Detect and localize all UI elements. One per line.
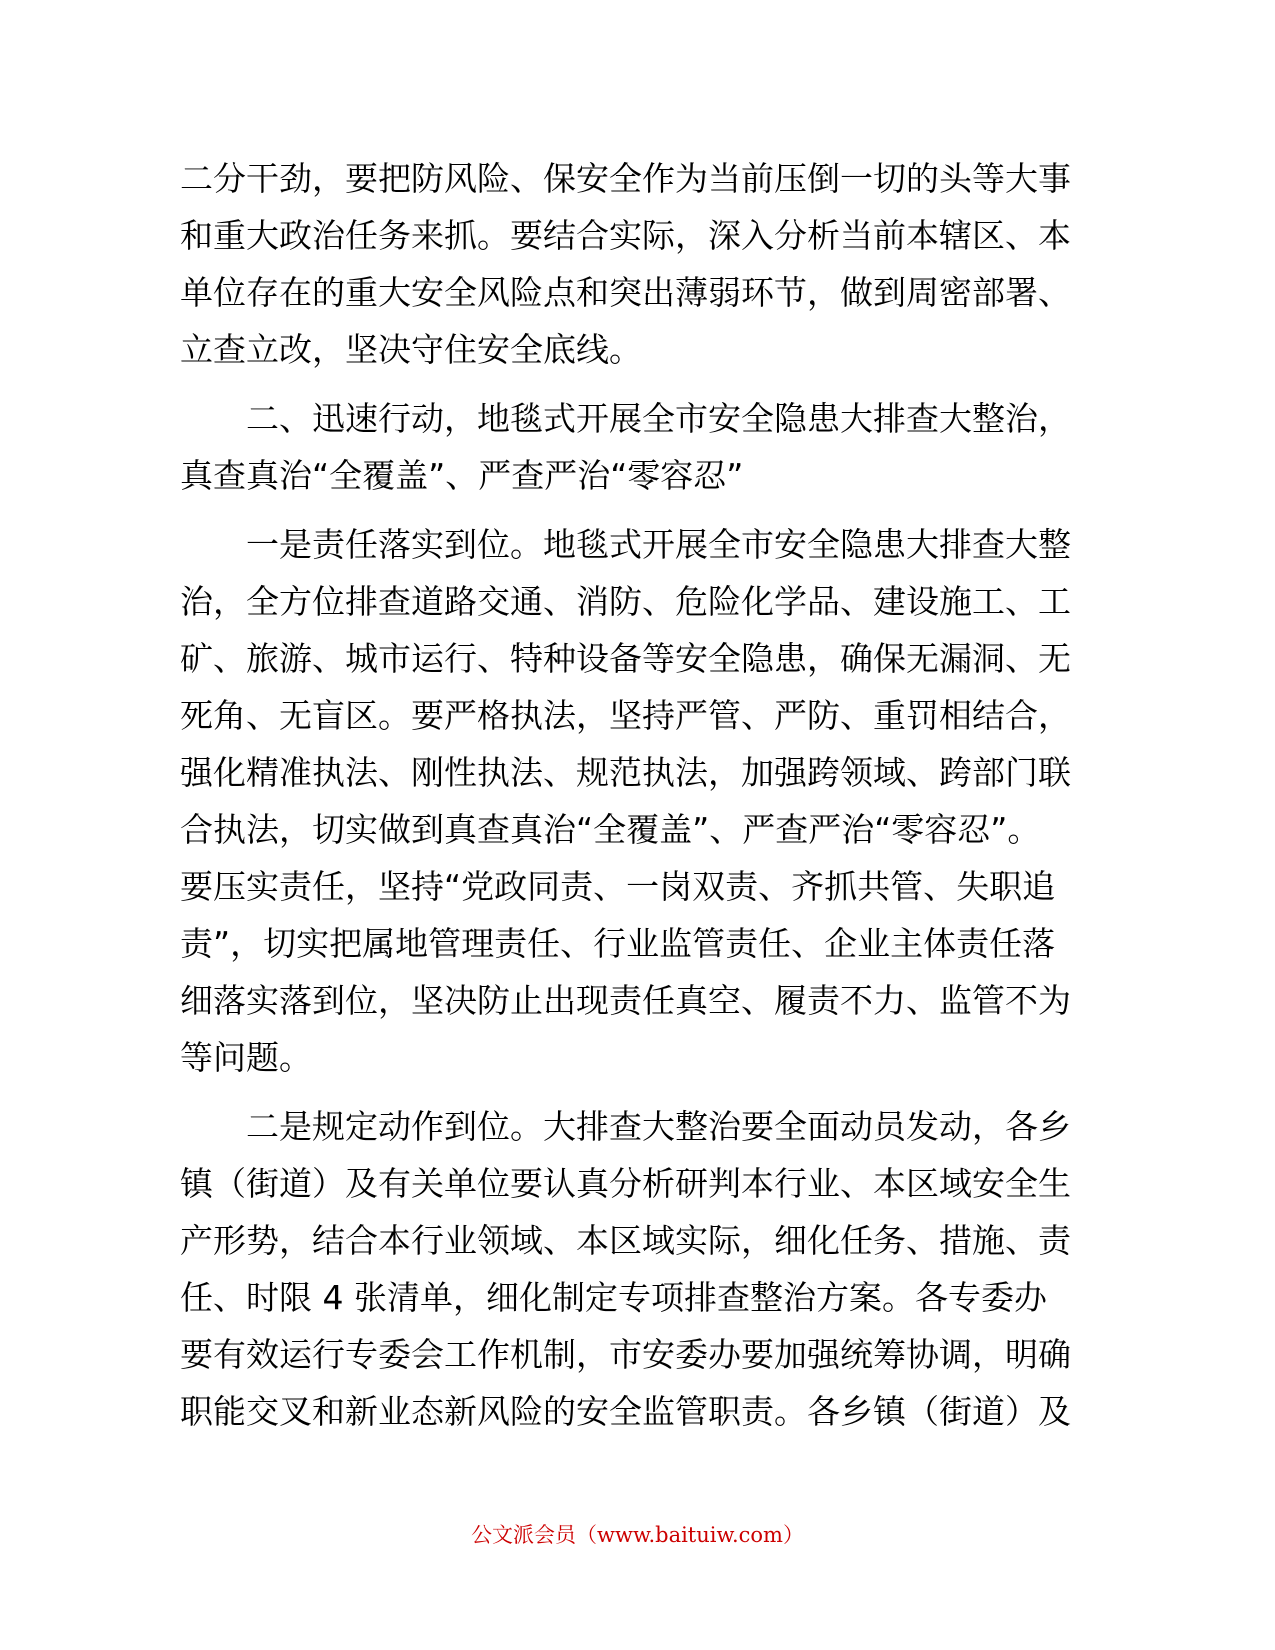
text-line: 强化精准执法、刚性执法、规范执法，加强跨领域、跨部门联 (180, 753, 1071, 792)
text-line: 单位存在的重大安全风险点和突出薄弱环节，做到周密部署、 (180, 273, 1071, 312)
text-line: 要压实责任，坚持“党政同责、一岗双责、齐抓共管、失职追 (180, 867, 1056, 906)
text-line: 二分干劲，要把防风险、保安全作为当前压倒一切的头等大事 (180, 159, 1071, 198)
section-heading (180, 390, 1071, 504)
text-line: 职能交叉和新业态新风险的安全监管职责。各乡镇（街道）及 (180, 1392, 1071, 1431)
text-line: 合执法，切实做到真查真治“全覆盖”、严查严治“零容忍”。 (180, 810, 1041, 849)
text-line: 和重大政治任务来抓。要结合实际，深入分析当前本辖区、本 (180, 216, 1071, 255)
text-line: 二是规定动作到位。大排查大整治要全面动员发动，各乡 (246, 1107, 1071, 1146)
text-line: 责”，切实把属地管理责任、行业监管责任、企业主体责任落 (180, 924, 1056, 963)
text-line: 死角、无盲区。要严格执法，坚持严管、严防、重罚相结合， (180, 696, 1071, 735)
text-line: 任、时限 4 张清单，细化制定专项排查整治方案。各专委办 (180, 1278, 1047, 1317)
text-line: 镇（街道）及有关单位要认真分析研判本行业、本区域安全生 (180, 1164, 1071, 1203)
text-line: 细落实落到位，坚决防止出现责任真空、履责不力、监管不为 (180, 981, 1071, 1020)
paragraph (180, 516, 1071, 1086)
footer-watermark: 公文派会员（www.baituiw.com） (471, 1523, 804, 1547)
document-body (180, 150, 1071, 1440)
text-line: 一是责任落实到位。地毯式开展全市安全隐患大排查大整 (246, 525, 1071, 564)
text-line: 等问题。 (180, 1038, 312, 1077)
paragraph (180, 150, 1071, 378)
text-line: 治，全方位排查道路交通、消防、危险化学品、建设施工、工 (180, 582, 1071, 621)
text-line: 矿、旅游、城市运行、特种设备等安全隐患，确保无漏洞、无 (180, 639, 1071, 678)
text-line: 立查立改，坚决守住安全底线。 (180, 330, 642, 369)
text-line: 二、迅速行动，地毯式开展全市安全隐患大排查大整治， (246, 399, 1071, 438)
text-line: 产形势，结合本行业领域、本区域实际，细化任务、措施、责 (180, 1221, 1071, 1260)
text-line: 真查真治“全覆盖”、严查严治“零容忍” (180, 456, 744, 495)
paragraph (180, 1098, 1071, 1440)
text-line: 要有效运行专委会工作机制，市安委办要加强统筹协调，明确 (180, 1335, 1071, 1374)
